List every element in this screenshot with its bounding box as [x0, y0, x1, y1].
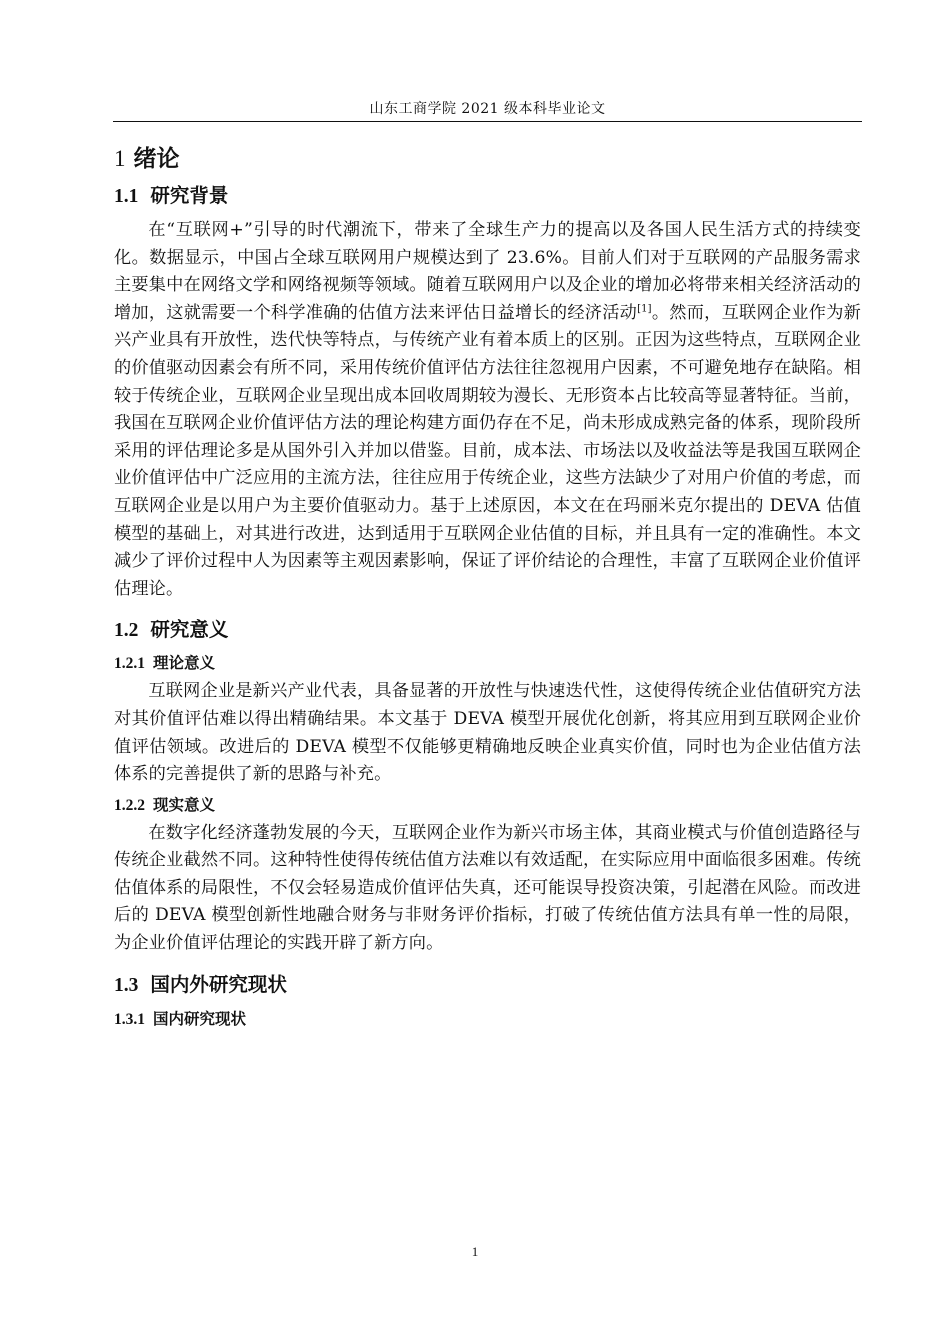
- subsection-title: 现实意义: [153, 794, 216, 814]
- subsection-heading-1-2-1: [114, 651, 861, 676]
- section-heading-1-1: [114, 181, 861, 212]
- background-paragraph: [114, 217, 861, 603]
- practical-significance-paragraph: 在数字化经济蓬勃发展的今天，互联网企业作为新兴市场主体，其商业模式与价值创造路径与传统企业截然不同。这种特性使得传统估值方法难以有效适配，在实际应用中面临很多困难。传统估值体系的局限性，不仅会轻易造成价值评估失真，还可能误导投资决策，引起潜在风险。而改进后的 DEVA 模型创新性地融合财务与非财务评价指标，打破了传统估值方法具有单一性的局限，为企业价值评估理论的实践开辟了新方向。: [114, 822, 861, 954]
- section-number: 1.2: [114, 620, 139, 642]
- page-body: [114, 142, 861, 1034]
- paragraph-text-part-b: 。然而，互联网企业作为新兴产业具有开放性，迭代快等特点，与传统产业有着本质上的区别。正因为这些特点，互联网企业的价值驱动因素会有所不同，采用传统价值评估方法往往忽视用户因素，不可避免地存在缺陷。相较于传统企业，互联网企业呈现出成本回收周期较为漫长、无形资本占比较高等显著特征。当前，我国在互联网企业价值评估方法的理论构建方面仍存在不足，尚未形成成熟完备的体系，现阶段所采用的评估理论多是从国外引入并加以借鉴。目前，成本法、市场法以及收益法等是我国互联网企业价值评估中广泛应用的主流方法，往往应用于传统企业，这些方法缺少了对用户价值的考虑，而互联网企业是以用户为主要价值驱动力。基于上述原因，本文在在玛丽米克尔提出的 DEVA 估值模型的基础上，对其进行改进，达到适用于互联网企业估值的目标，并且具有一定的准确性。本文减少了评价过程中人为因素等主观因素影响，保证了评价结论的合理性，丰富了互联网企业价值评估理论。: [114, 302, 861, 599]
- section-number: 1.1: [114, 186, 139, 207]
- header-rule: [113, 121, 862, 122]
- chapter-number: 1: [114, 146, 126, 171]
- section-heading-1-2: [114, 615, 861, 646]
- section-title: 国内外研究现状: [150, 972, 287, 996]
- section-title: 研究意义: [150, 618, 229, 642]
- chapter-title: 绪论: [133, 145, 180, 172]
- running-header: 山东工商学院 2021 级本科毕业论文: [369, 101, 606, 117]
- paragraph-text-part-a: 在“互联网+”引导的时代潮流下，带来了全球生产力的提高以及各国人民生活方式的持续变化。数据显示，中国占全球互联网用户规模达到了 23.6%。目前人们对于互联网的产品服务需求主要集中在网络文学和网络视频等领域。随着互联网用户以及企业的增加必将带来相关经济活动的增加，这就需要一个科学准确的估值方法来评估日益增长的经济活动: [114, 220, 861, 323]
- section-number: 1.3: [114, 974, 139, 996]
- chapter-heading: [114, 142, 861, 176]
- subsection-number: 1.2.2: [114, 796, 145, 814]
- subsection-heading-1-3-1: [114, 1007, 861, 1032]
- subsection-heading-1-2-2: [114, 793, 861, 818]
- citation-marker: [1]: [637, 303, 652, 315]
- subsection-title: 理论意义: [153, 653, 216, 673]
- section-heading-1-3: [114, 970, 861, 1001]
- subsection-title: 国内研究现状: [153, 1008, 247, 1028]
- section-title: 研究背景: [150, 184, 229, 207]
- subsection-number: 1.2.1: [114, 655, 145, 673]
- theory-significance-paragraph: 互联网企业是新兴产业代表，具备显著的开放性与快速迭代性，这使得传统企业估值研究方法对其价值评估难以得出精确结果。本文基于 DEVA 模型开展优化创新，将其应用到互联网企业价值评估领域。改进后的 DEVA 模型不仅能够更精确地反映企业真实价值，同时也为企业估值方法体系的完善提供了新的思路与补充。: [114, 681, 861, 785]
- subsection-number: 1.3.1: [114, 1010, 145, 1028]
- page-number: 1: [471, 1244, 479, 1259]
